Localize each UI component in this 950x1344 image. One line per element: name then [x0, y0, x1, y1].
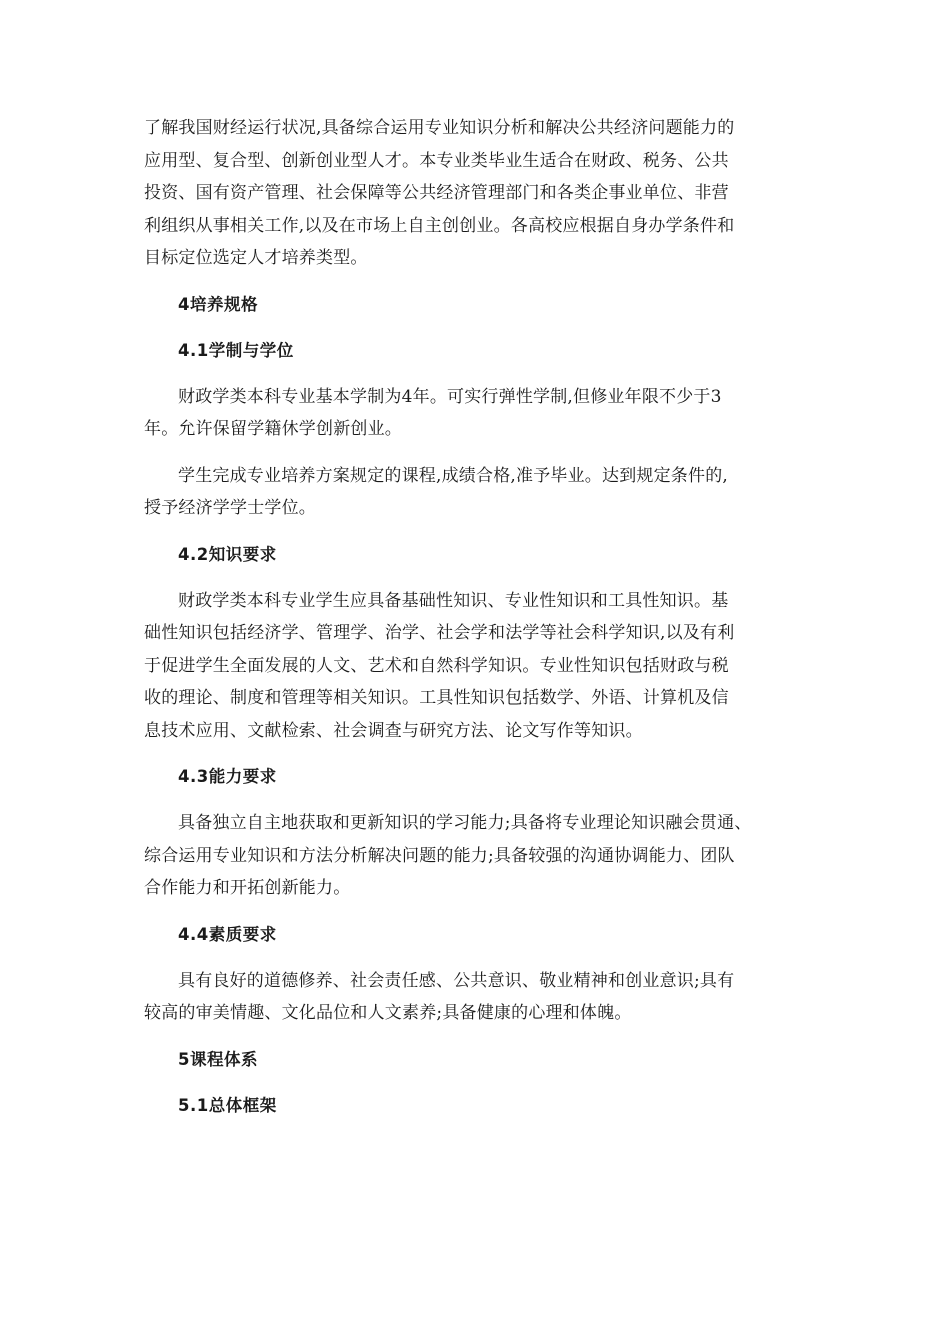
- section-heading-quality: 4.4素质要求: [178, 924, 277, 944]
- document-page: [144, 112, 810, 1136]
- text-line: 学生完成专业培养方案规定的课程,成绩合格,准予毕业。达到规定条件的,: [178, 465, 729, 486]
- text-line: 础性知识包括经济学、管理学、治学、社会学和法学等社会科学知识,以及有利: [144, 623, 735, 643]
- text-line: 授予经济学学士学位。: [144, 498, 316, 518]
- paragraph-talent-positioning: [144, 112, 810, 275]
- paragraph-duration: [144, 381, 810, 446]
- section-heading-duration-degree: 4.1学制与学位: [178, 340, 294, 360]
- text-line: 具备独立自主地获取和更新知识的学习能力;具备将专业理论知识融会贯通、: [178, 813, 752, 833]
- text-line: 财政学类本科专业基本学制为4年。可实行弹性学制,但修业年限不少于3: [178, 386, 722, 407]
- text-line: 息技术应用、文献检索、社会调查与研究方法、论文写作等知识。: [144, 720, 643, 741]
- text-line: 利组织从事相关工作,以及在市场上自主创创业。各高校应根据自身办学条件和: [144, 215, 735, 236]
- paragraph-knowledge: [144, 585, 810, 748]
- text-line: 较高的审美情趣、文化品位和人文素养;具备健康的心理和体魄。: [144, 1003, 632, 1023]
- paragraph-ability: [144, 807, 810, 905]
- section-heading-training-spec: 4培养规格: [178, 294, 258, 314]
- section-heading-knowledge: 4.2知识要求: [178, 544, 277, 564]
- paragraph-degree: [144, 460, 810, 525]
- text-line: 了解我国财经运行状况,具备综合运用专业知识分析和解决公共经济问题能力的: [144, 118, 735, 138]
- text-line: 年。允许保留学籍休学创新创业。: [144, 419, 402, 439]
- paragraph-quality: [144, 965, 810, 1030]
- text-line: 具有良好的道德修养、社会责任感、公共意识、敬业精神和创业意识;具有: [178, 970, 735, 991]
- text-line: 目标定位选定人才培养类型。: [144, 248, 368, 268]
- section-heading-ability: 4.3能力要求: [178, 767, 277, 786]
- text-line: 收的理论、制度和管理等相关知识。工具性知识包括数学、外语、计算机及信: [144, 688, 729, 708]
- text-line: 投资、国有资产管理、社会保障等公共经济管理部门和各类企事业单位、非营: [144, 183, 729, 203]
- section-heading-curriculum: 5课程体系: [178, 1049, 258, 1069]
- text-line: 于促进学生全面发展的人文、艺术和自然科学知识。专业性知识包括财政与税: [144, 655, 729, 676]
- text-line: 合作能力和开拓创新能力。: [144, 878, 351, 898]
- text-line: 财政学类本科专业学生应具备基础性知识、专业性知识和工具性知识。基: [178, 590, 729, 611]
- section-heading-overall-framework: 5.1总体框架: [178, 1095, 277, 1115]
- text-line: 应用型、复合型、创新创业型人才。本专业类毕业生适合在财政、税务、公共: [144, 150, 729, 171]
- text-line: 综合运用专业知识和方法分析解决问题的能力;具备较强的沟通协调能力、团队: [144, 845, 735, 866]
